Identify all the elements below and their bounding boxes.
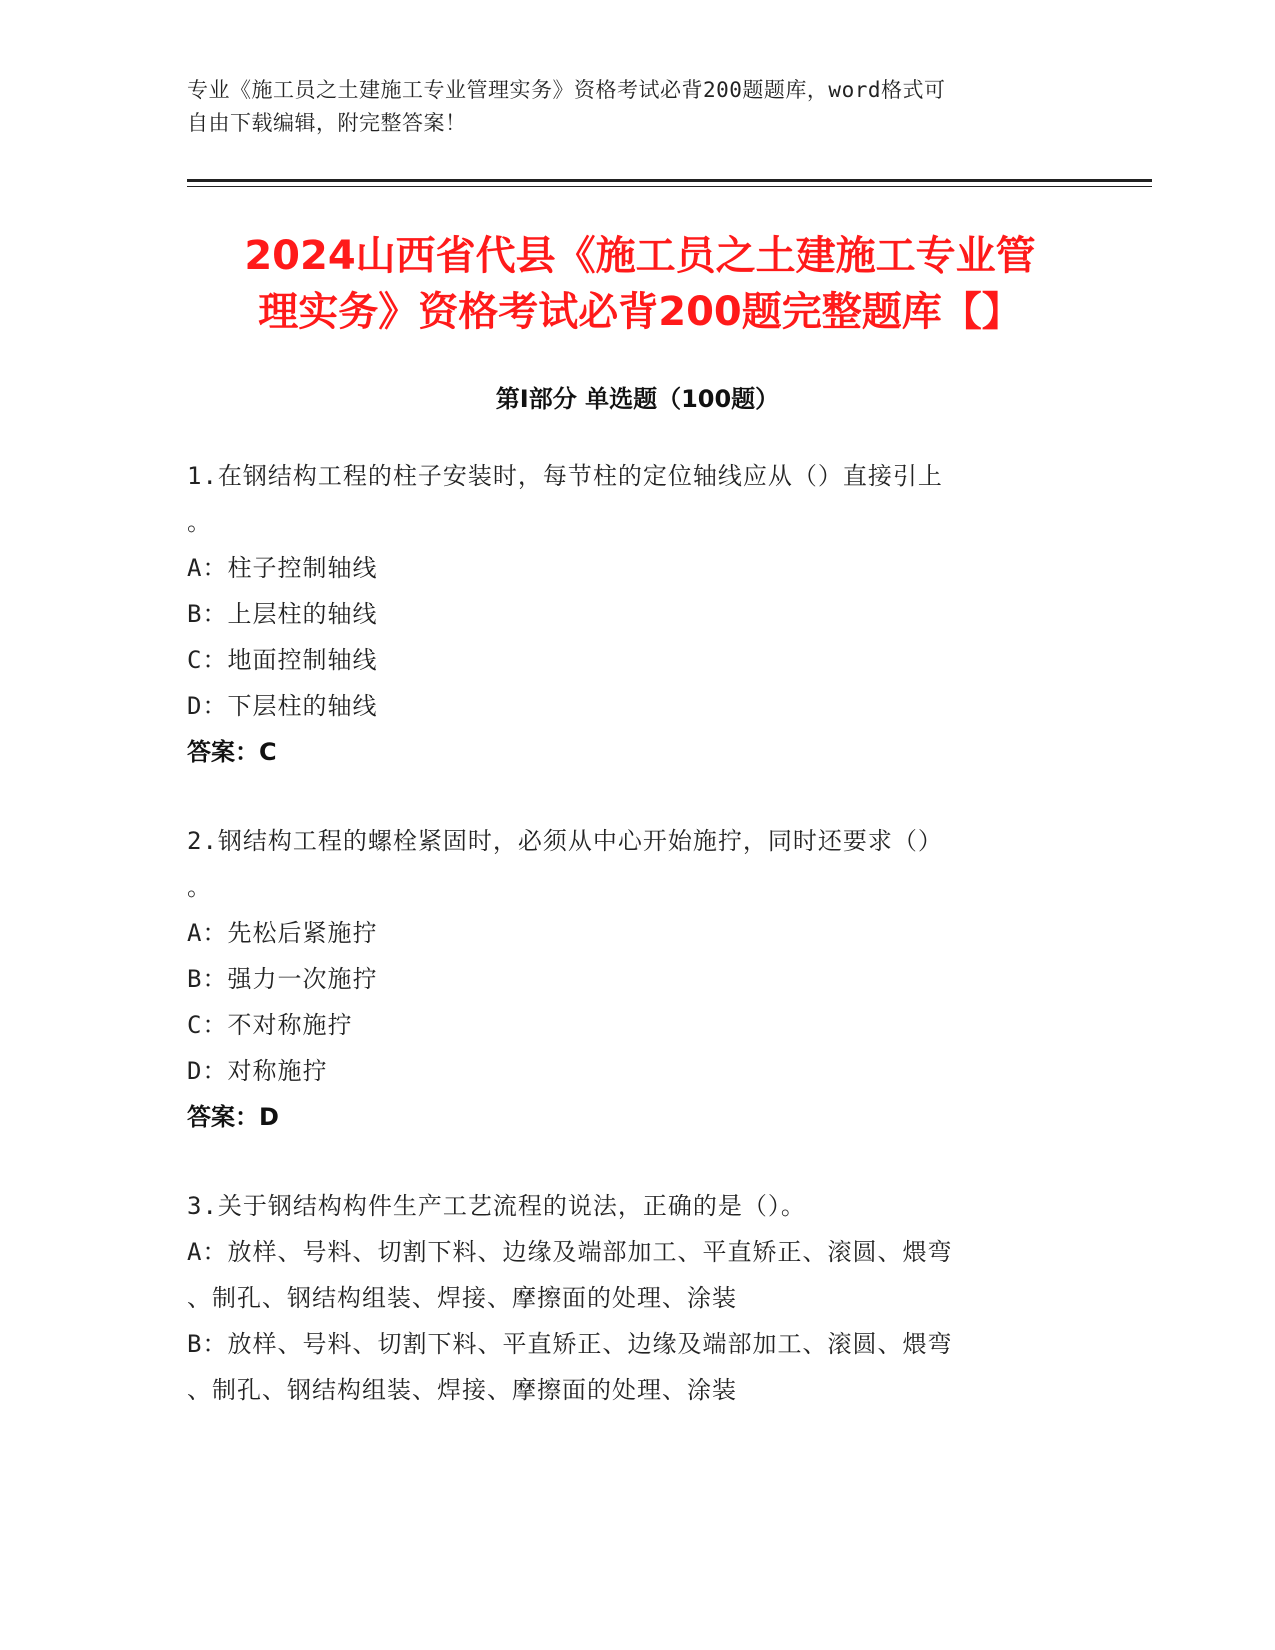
answer: 答案：C xyxy=(187,738,277,766)
header-divider-thick xyxy=(187,179,1152,182)
option-a: A：柱子控制轴线 xyxy=(187,554,378,582)
header-note-line: 专业《施工员之土建施工专业管理实务》资格考试必背200题题库，word格式可 xyxy=(187,78,946,102)
question-2 xyxy=(187,818,1067,1140)
question-1 xyxy=(187,453,1067,775)
option-c: C：不对称施拧 xyxy=(187,1011,353,1039)
question-stem: 1.在钢结构工程的柱子安装时，每节柱的定位轴线应从（）直接引上 xyxy=(187,462,943,490)
option-d: D：下层柱的轴线 xyxy=(187,692,378,720)
option-c: C：地面控制轴线 xyxy=(187,646,378,674)
header-note-line: 自由下载编辑，附完整答案！ xyxy=(187,111,467,135)
question-3 xyxy=(187,1183,1067,1413)
option-a-continued: 、制孔、钢结构组装、焊接、摩擦面的处理、涂装 xyxy=(187,1284,737,1312)
option-b: B：上层柱的轴线 xyxy=(187,600,378,628)
option-a: A：先松后紧施拧 xyxy=(187,919,378,947)
section-heading: 第Ⅰ部分 单选题（100题） xyxy=(495,385,780,413)
question-stem-continued: 。 xyxy=(187,873,212,901)
header-note xyxy=(187,74,1067,140)
answer: 答案：D xyxy=(187,1103,279,1131)
option-a: A：放样、号料、切割下料、边缘及端部加工、平直矫正、滚圆、煨弯 xyxy=(187,1238,953,1266)
option-b-continued: 、制孔、钢结构组装、焊接、摩擦面的处理、涂装 xyxy=(187,1376,737,1404)
option-b: B：放样、号料、切割下料、平直矫正、边缘及端部加工、滚圆、煨弯 xyxy=(187,1330,953,1358)
question-stem: 2.钢结构工程的螺栓紧固时，必须从中心开始施拧，同时还要求（） xyxy=(187,827,943,855)
question-stem-continued: 。 xyxy=(187,508,212,536)
document-title-line: 2024山西省代县《施工员之土建施工专业管 xyxy=(244,233,1036,279)
document-title-line: 理实务》资格考试必背200题完整题库【】 xyxy=(258,289,1022,335)
document-title xyxy=(190,228,1090,340)
header-divider-thin xyxy=(187,186,1152,187)
option-b: B：强力一次施拧 xyxy=(187,965,378,993)
option-d: D：对称施拧 xyxy=(187,1057,328,1085)
question-stem: 3.关于钢结构构件生产工艺流程的说法，正确的是（）。 xyxy=(187,1192,806,1220)
